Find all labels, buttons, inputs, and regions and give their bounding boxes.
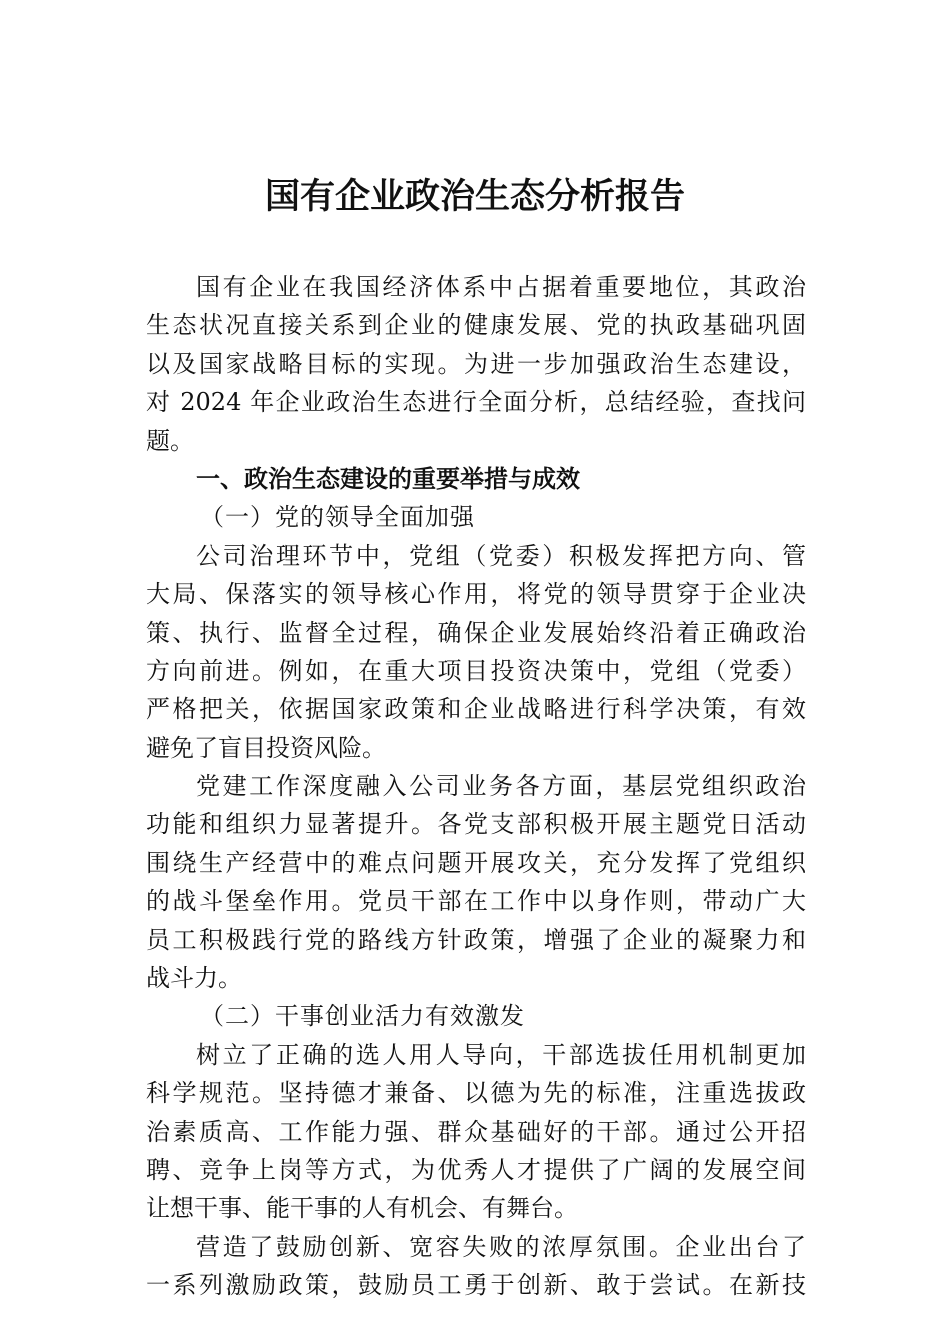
paragraph-line: 让想干事、能干事的人有机会、有舞台。 [146,1194,578,1223]
paragraph-line: 公司治理环节中，党组（党委）积极发挥把方向、管 [196,541,806,570]
paragraph-intro-line: 对 2024 年企业政治生态进行全面分析，总结经验，查找问 [146,388,806,417]
paragraph-intro-line: 题。 [146,426,194,455]
paragraph-line: 策、执行、监督全过程，确保企业发展始终沿着正确政治 [146,618,806,647]
paragraph-line: 战斗力。 [146,964,242,993]
paragraph-line: 的战斗堡垒作用。党员干部在工作中以身作则，带动广大 [146,887,806,916]
paragraph-line: 功能和组织力显著提升。各党支部积极开展主题党日活动 [146,810,806,839]
paragraph-intro-line: 生态状况直接关系到企业的健康发展、党的执政基础巩固 [146,311,806,340]
section-heading: 一、政治生态建设的重要举措与成效 [196,464,580,493]
paragraph-line: 科学规范。坚持德才兼备、以德为先的标准，注重选拔政 [146,1079,806,1108]
document-body [146,268,806,1305]
paragraph-line: 一系列激励政策，鼓励员工勇于创新、敢于尝试。在新技 [146,1271,806,1300]
paragraph-line: 治素质高、工作能力强、群众基础好的干部。通过公开招 [146,1117,806,1146]
subsection-heading: （二）干事创业活力有效激发 [200,1002,525,1031]
paragraph-intro-line: 国有企业在我国经济体系中占据着重要地位，其政治 [196,273,806,301]
paragraph-line: 聘、竞争上岗等方式，为优秀人才提供了广阔的发展空间 [146,1155,806,1184]
paragraph-line: 党建工作深度融入公司业务各方面，基层党组织政治 [196,772,806,801]
paragraph-line: 树立了正确的选人用人导向，干部选拔任用机制更加 [196,1040,806,1069]
paragraph-intro-line: 以及国家战略目标的实现。为进一步加强政治生态建设， [146,349,806,378]
paragraph-line: 大局、保落实的领导核心作用，将党的领导贯穿于企业决 [146,580,806,609]
paragraph-line: 员工积极践行党的路线方针政策，增强了企业的凝聚力和 [146,925,806,954]
paragraph-line: 围绕生产经营中的难点问题开展攻关，充分发挥了党组织 [146,848,806,877]
subsection-heading: （一）党的领导全面加强 [200,503,475,532]
paragraph-line: 避免了盲目投资风险。 [146,733,386,762]
paragraph-line: 严格把关，依据国家政策和企业战略进行科学决策，有效 [146,695,806,724]
paragraph-line: 方向前进。例如，在重大项目投资决策中，党组（党委） [146,656,806,685]
document-title: 国有企业政治生态分析报告 [264,176,685,217]
paragraph-line: 营造了鼓励创新、宽容失败的浓厚氛围。企业出台了 [196,1232,806,1261]
